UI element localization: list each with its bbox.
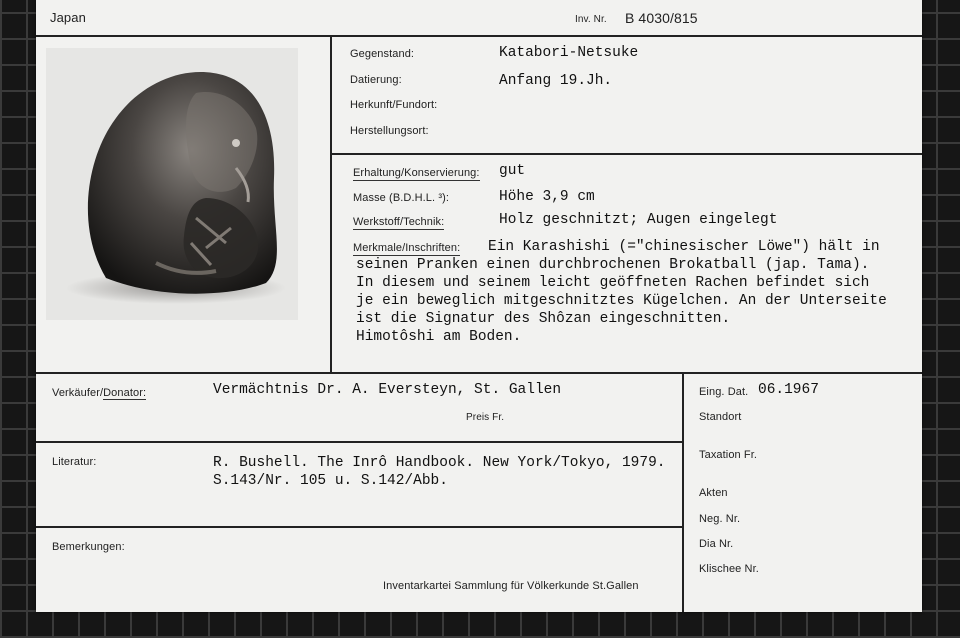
taxation-label: Taxation Fr. [699, 449, 758, 461]
datierung-label: Datierung: [350, 74, 402, 86]
akten-label: Akten [699, 487, 728, 499]
divider-acquisition [36, 441, 682, 443]
divider-header [36, 35, 922, 37]
merkmale-line-4: je ein beweglich mitgeschnitztes Kügelchen. An der Unterseite [356, 293, 887, 309]
masse-value: Höhe 3,9 cm [499, 189, 595, 205]
divider-photo [330, 36, 332, 373]
klischee-nr-label: Klischee Nr. [699, 563, 759, 575]
bemerkungen-label: Bemerkungen: [52, 541, 125, 553]
merkmale-line-1: Ein Karashishi (="chinesischer Löwe") hält in [488, 239, 880, 255]
merkmale-label: Merkmale/Inschriften: [353, 242, 461, 254]
literatur-line-1: R. Bushell. The Inrô Handbook. New York/Tokyo, 1979. [213, 455, 666, 471]
datierung-value: Anfang 19.Jh. [499, 73, 613, 89]
divider-sidebar [682, 373, 684, 612]
country-label: Japan [50, 10, 86, 25]
merkmale-line-5: ist die Signatur des Shôzan eingeschnitten. [356, 311, 731, 327]
dia-nr-label: Dia Nr. [699, 538, 734, 550]
eing-dat-label: Eing. Dat. [699, 386, 749, 398]
netsuke-photo-icon [46, 48, 298, 320]
werkstoff-value: Holz geschnitzt; Augen eingelegt [499, 212, 778, 228]
merkmale-line-3: In diesem und seinem leicht geöffneten Rachen befindet sich [356, 275, 870, 291]
literatur-line-2: S.143/Nr. 105 u. S.142/Abb. [213, 473, 448, 489]
verkaeufer-value: Vermächtnis Dr. A. Eversteyn, St. Gallen [213, 382, 562, 398]
herkunft-label: Herkunft/Fundort: [350, 99, 438, 111]
standort-label: Standort [699, 411, 742, 423]
gegenstand-label: Gegenstand: [350, 48, 415, 60]
divider-object [331, 153, 922, 155]
erhaltung-label: Erhaltung/Konservierung: [353, 167, 480, 179]
footer-text: Inventarkartei Sammlung für Völkerkunde St.Gallen [383, 580, 639, 592]
werkstoff-label: Werkstoff/Technik: [353, 216, 445, 228]
merkmale-line-2: seinen Pranken einen durchbrochenen Brokatball (jap. Tama). [356, 257, 870, 273]
preis-label: Preis Fr. [466, 412, 505, 423]
literatur-label: Literatur: [52, 456, 97, 468]
divider-literatur [36, 526, 682, 528]
donator-text: Donator: [103, 387, 147, 399]
verkaeufer-label [52, 387, 146, 399]
neg-nr-label: Neg. Nr. [699, 513, 741, 525]
verkaeufer-text: Verkäufer/ [52, 387, 104, 399]
herstellungsort-label: Herstellungsort: [350, 125, 429, 137]
merkmale-line-6: Himotôshi am Boden. [356, 329, 522, 345]
divider-details [36, 372, 922, 374]
gegenstand-value: Katabori-Netsuke [499, 45, 639, 61]
eing-dat-value: 06.1967 [758, 382, 819, 398]
inv-nr-value: B 4030/815 [625, 10, 698, 26]
masse-label: Masse (B.D.H.L. ³): [353, 192, 450, 204]
inv-nr-label: Inv. Nr. [575, 14, 607, 25]
inventory-card [36, 0, 922, 612]
erhaltung-value: gut [499, 163, 526, 179]
